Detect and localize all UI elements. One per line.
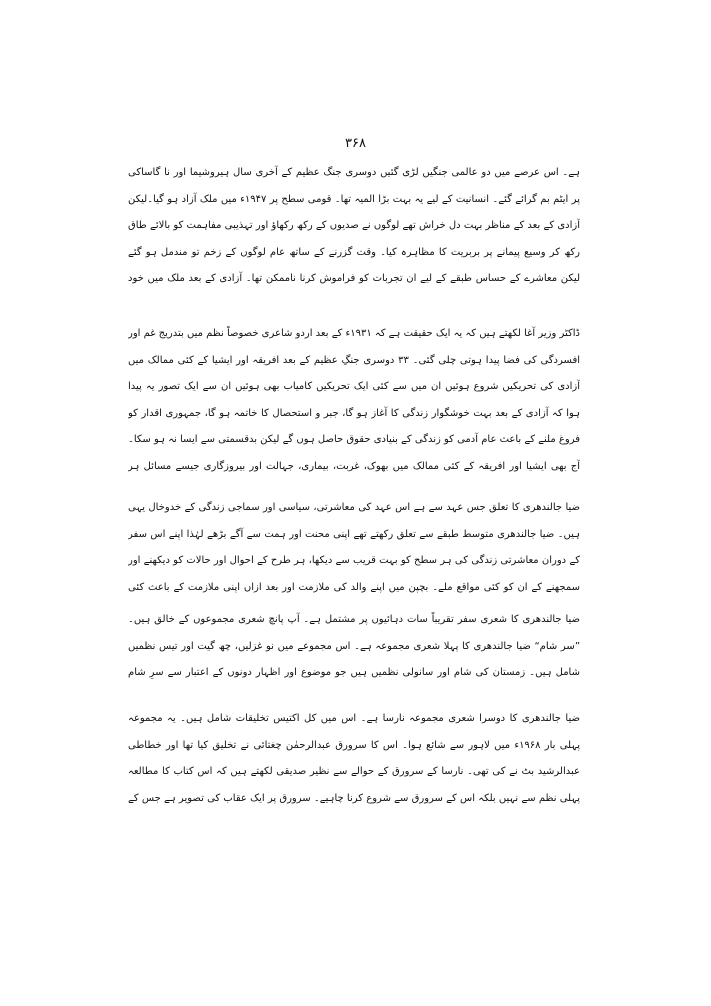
paragraph-2: ڈاکٹر وزیر آغا لکھتے ہیں کہ یہ ایک حقیقت ہے کہ ۱۹۳۱ء کے بعد اردو شاعری خصوصاً نظم میں بتدریج غم اور افسردگی کی فضا پیدا ہوتی چلی گئی۔ ۳۳ دوسری جنگِ عظیم کے بعد افریقہ اور ایشیا کے کئی ممالک میں آزادی کی تحریکیں شروع ہوئیں ان میں سے کئی ایک تحریکیں کامیاب بھی ہوئیں ان سے ایک تصور یہ پیدا ہوا کہ آزادی کے بعد بہت خوشگوار زندگی کا آغاز ہو گا، جبر و استحصال کا خاتمہ ہو گا، جمہوری اقدار کو فروغ ملنے کے باعث عام آدمی کو زندگی کے بنیادی حقوق حاصل ہوں گے لیکن بدقسمتی سے ایسا نہ ہو سکا۔ آج بھی ایشیا اور افریقہ کے کئی ممالک میں بھوک، غربت، بیماری، جہالت اور بیروزگاری جیسے مسائل ہر <box>128 328 580 472</box>
paragraph-5: ضیا جالندھری کا دوسرا شعری مجموعہ نارسا ہے۔ اس میں کل اکتیس تخلیقات شامل ہیں۔ یہ مجموعہ پہلی بار ۱۹۶۸ء میں لاہور سے شائع ہوا۔ اس کا سرورق عبدالرحمٰن چغتائی نے تخلیق کیا تھا اور خطاطی عبدالرشید بٹ نے کی تھی۔ نارسا کے سرورق کے حوالے سے نظیر صدیقی لکھتے ہیں کہ اس کتاب کا مطالعہ پہلی نظم سے نہیں بلکہ اس کے سرورق سے شروع کرنا چاہیے۔ سرورق پر ایک عقاب کی تصویر ہے جس کے <box>128 713 580 804</box>
page-number: ۳۶۸ <box>345 136 366 151</box>
paragraph-4: ضیا جالندھری کا شعری سفر تقریباً سات دہائیوں پر مشتمل ہے۔ آپ پانچ شعری مجموعوں کے خالق ہیں۔ ”سر شام“ ضیا جالندھری کا پہلا شعری مجموعہ ہے۔ اس مجموعے میں نو غزلیں، چھ گیت اور تیس نظمیں شامل ہیں۔ زمستان کی شام اور سانولی نظمیں ہیں جو موضوع اور اظہار دونوں کے اعتبار سے سرِ شام <box>128 614 580 678</box>
paragraph-1: ہے۔ اس عرصے میں دو عالمی جنگیں لڑی گئیں دوسری جنگ عظیم کے آخری سال ہیروشیما اور نا گاساکی پر ایٹم بم گرائے گئے۔ انسانیت کے لیے یہ بہت بڑا المیہ تھا۔ قومی سطح پر ۱۹۴۷ء میں ملک آزاد ہو گیا۔لیکن آزادی کے بعد کے مناظر بہت دل خراش تھے لوگوں نے صدیوں کے رکھ رکھاؤ اور تہذیبی مفاہمت کو بالائے طاق رکھ کر وسیع پیمانے پر بربریت کا مظاہرہ کیا۔ وقت گزرنے کے ساتھ عام لوگوں کے زخم تو مندمل ہو گئے لیکن معاشرے کے حساس طبقے کے لیے ان تجربات کو فراموش کرنا ناممکن تھا۔ آزادی کے بعد ملک میں خود <box>128 167 580 284</box>
paragraph-3: ضیا جالندھری کا تعلق جس عہد سے ہے اس عہد کی معاشرتی، سیاسی اور سماجی زندگی کے خدوخال یہی ہیں۔ ضیا جالندھری متوسط طبقے سے تعلق رکھتے تھے اپنی محنت اور ہمت سے آگے بڑھے لہٰذا اپنے اس سفر کے دوران معاشرتی زندگی کی ہر سطح کو بہت قریب سے دیکھا، ہر طرح کے احوال اور حالات کو دیکھنے اور سمجھنے کے ان کو کئی مواقع ملے۔ بچپن میں اپنے والد کی ملازمت اور بعد ازاں اپنی ملازمت کے باعث کئی <box>128 502 580 593</box>
